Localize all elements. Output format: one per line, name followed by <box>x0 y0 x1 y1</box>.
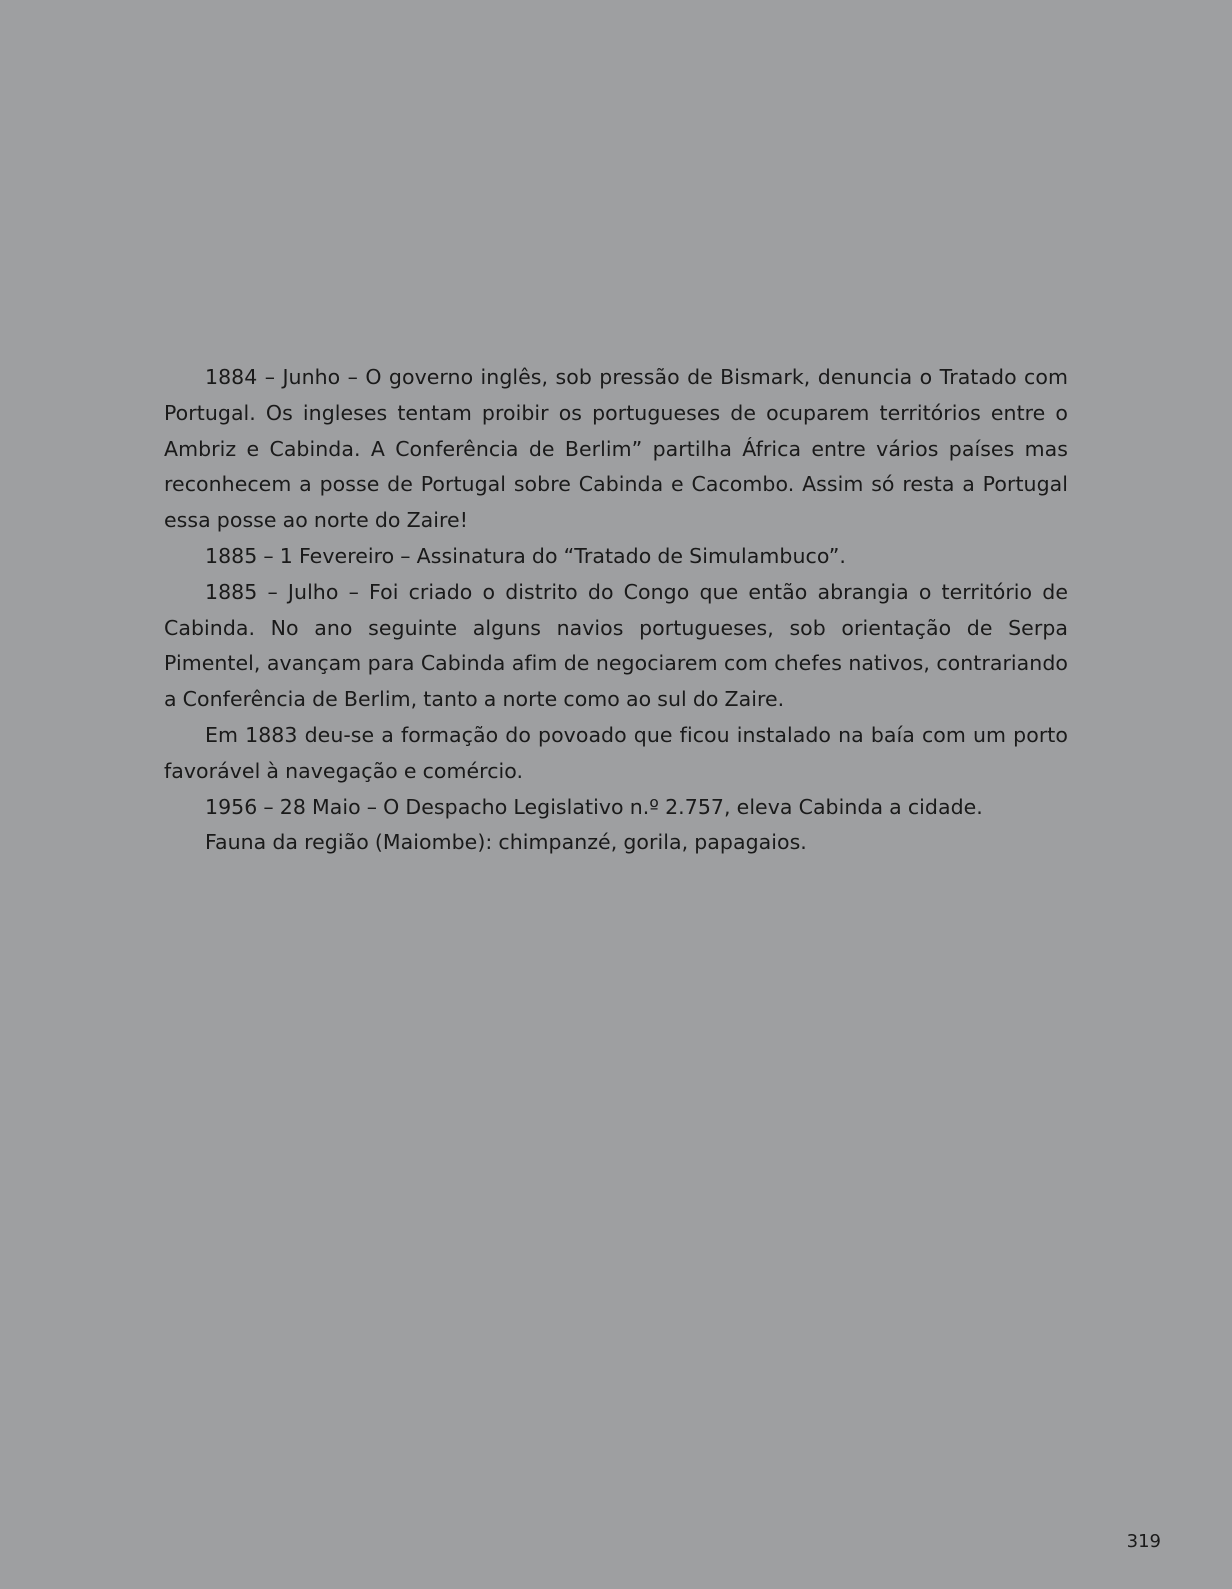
paragraph-1956: 1956 – 28 Maio – O Despacho Legislativo n.º 2.757, eleva Cabinda a cidade. <box>205 794 983 819</box>
paragraph-1884: 1884 – Junho – O governo inglês, sob pressão de Bismark, denuncia o Tratado com Portugal. Os ingleses tentam proibir os portugueses de ocuparem territórios entre o Ambriz e Cabinda. A Conferência de Berlim” partilha África entre vários países mas reconhecem a posse de Portugal sobre Cabinda e Cacombo. Assim só resta a Portugal essa posse ao norte do Zaire! <box>164 365 1068 533</box>
paragraph-1885-julho: 1885 – Julho – Foi criado o distrito do Congo que então abrangia o território de Cabinda. No ano seguinte alguns navios portugueses, sob orientação de Serpa Pimentel, avançam para Cabinda afim de negociarem com chefes nativos, contrariando a Conferência de Berlim, tanto a norte como ao sul do Zaire. <box>164 579 1068 712</box>
paragraph-1885-fevereiro: 1885 – 1 Fevereiro – Assinatura do “Tratado de Simulambuco”. <box>205 543 846 568</box>
body-text <box>164 360 1068 861</box>
paragraph-1883: Em 1883 deu-se a formação do povoado que ficou instalado na baía com um porto favorável à navegação e comércio. <box>164 722 1068 783</box>
page-number: 319 <box>1126 1531 1161 1552</box>
paragraph-fauna: Fauna da região (Maiombe): chimpanzé, gorila, papagaios. <box>205 830 807 855</box>
